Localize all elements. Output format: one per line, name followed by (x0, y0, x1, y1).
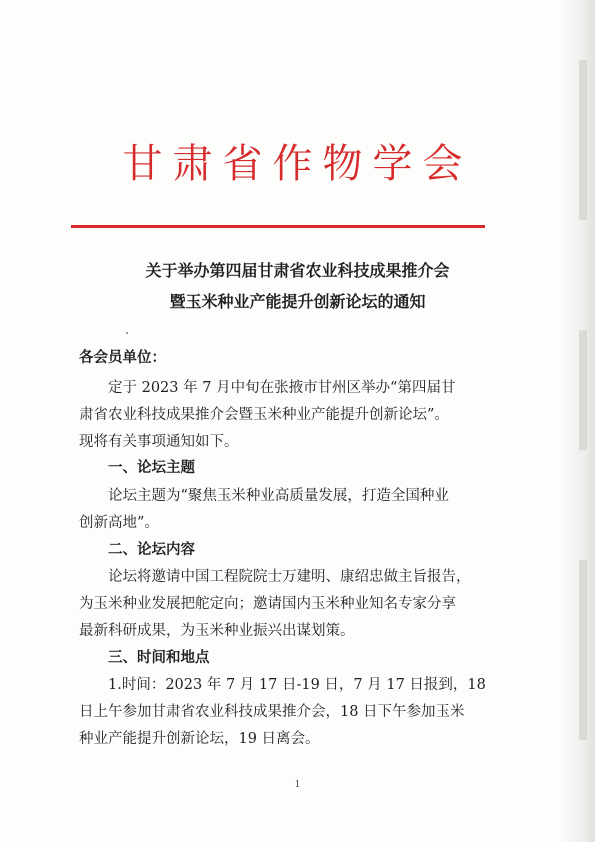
intro-line: 定于 2023 年 7 月中旬在张掖市甘州区举办“第四届甘 (108, 380, 456, 396)
scan-edge-mark (579, 330, 587, 450)
section-heading-time-place: 三、时间和地点 (108, 649, 210, 666)
section-line: 1.时间：2023 年 7 月 17 日-19 日，7 月 17 日报到，18 (108, 677, 486, 693)
intro-line: 现将有关事项通知如下。 (79, 434, 239, 450)
section-line: 最新科研成果，为玉米种业振兴出谋划策。 (79, 623, 355, 639)
section-line: 论坛主题为“聚焦玉米种业高质量发展，打造全国种业 (108, 488, 449, 504)
scan-edge-mark (579, 60, 587, 220)
section-line: 创新高地”。 (79, 515, 159, 531)
stray-dot-mark (126, 332, 128, 334)
letterhead-red-rule (71, 225, 485, 228)
intro-line: 肃省农业科技成果推介会暨玉米种业产能提升创新论坛”。 (79, 407, 449, 423)
section-heading-theme: 一、论坛主题 (108, 459, 195, 476)
section-line: 为玉米种业发展把舵定向；邀请国内玉米种业知名专家分享 (79, 596, 456, 612)
section-heading-content: 二、论坛内容 (108, 541, 195, 558)
section-line: 种业产能提升创新论坛，19 日离会。 (79, 731, 320, 747)
section-line: 论坛将邀请中国工程院院士万建明、康绍忠做主旨报告， (108, 569, 471, 585)
document-title-line-2: 暨玉米种业产能提升创新论坛的通知 (169, 292, 426, 311)
section-line: 日上午参加甘肃省农业科技成果推介会，18 日下午参加玉米 (79, 704, 465, 720)
scan-edge-shadow (559, 0, 595, 842)
salutation: 各会员单位： (79, 349, 166, 366)
letterhead-org-name: 甘肃省作物学会 (122, 141, 473, 187)
scan-edge-mark (579, 560, 587, 740)
document-title-line-1: 关于举办第四届甘肃省农业科技成果推介会 (145, 261, 450, 280)
page-number: 1 (294, 780, 301, 790)
